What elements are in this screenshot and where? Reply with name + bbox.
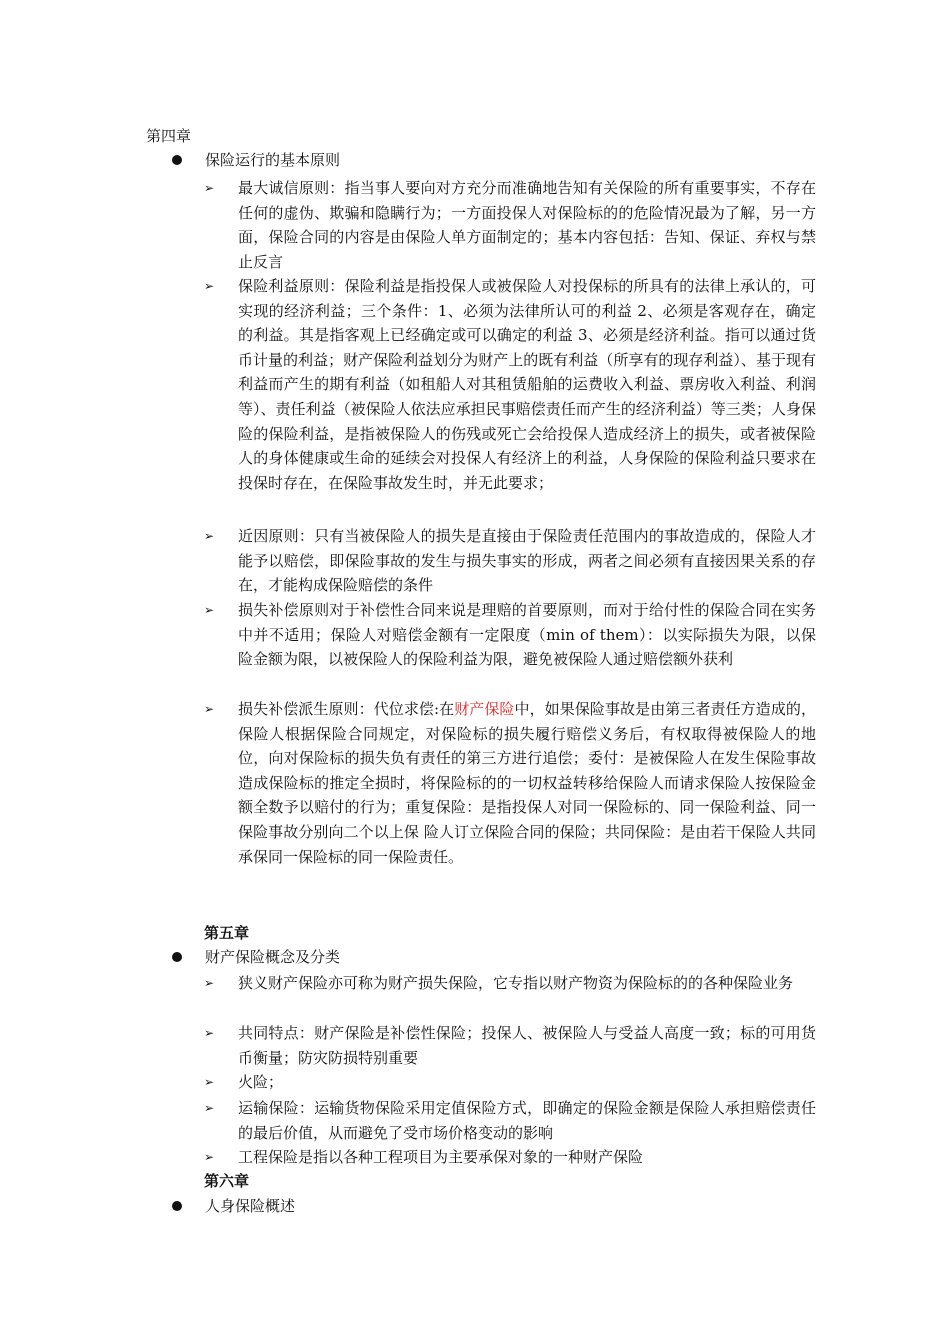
arrow-list-item [204,524,816,598]
arrow-list-item [204,176,816,274]
bullet-text: 人身保险概述 [205,1197,296,1215]
list-item-text [238,697,816,869]
arrow-list-item [204,598,816,672]
chapter-5-title: 第五章 [204,924,250,942]
list-item-text: 火险； [238,1073,284,1091]
highlighted-term: 财产保险 [454,700,515,718]
arrow-bullet-icon: ➢ [204,279,215,293]
bullet-dot-icon [172,155,182,165]
list-item-text: 近因原则：只有当被保险人的损失是直接由于保险责任范围内的事故造成的，保险人才能予以赔偿，即保险事故的发生与损失事实的形成，两者之间必须有直接因果关系的存在，才能构成保险赔偿的条件 [238,527,816,595]
list-item-text: 损失补偿原则对于补偿性合同来说是理赔的首要原则，而对于给付性的保险合同在实务中并不适用；保险人对赔偿金额有一定限度（min of them）：以实际损失为限，以保险金额为限，以被保险人的保险利益为限，避免被保险人通过赔偿额外获利 [238,601,816,669]
chapter-6-title: 第六章 [204,1172,250,1190]
list-item-text: 工程保险是指以各种工程项目为主要承保对象的一种财产保险 [238,1148,644,1166]
arrow-list-item [204,1096,816,1145]
arrow-list-item [204,274,816,495]
list-item-text: 共同特点：财产保险是补偿性保险；投保人、被保险人与受益人高度一致；标的可用货币衡量；防灾防损特别重要 [238,1024,816,1067]
list-item-text: 狭义财产保险亦可称为财产损失保险，它专指以财产物资为保险标的的各种保险业务 [238,974,794,992]
bullet-text: 财产保险概念及分类 [205,948,341,966]
list-item-text: 最大诚信原则：指当事人要向对方充分而准确地告知有关保险的所有重要事实，不存在任何的虚伪、欺骗和隐瞒行为；一方面投保人对保险标的的危险情况最为了解，另一方面，保险合同的内容是由保险人单方面制定的；基本内容包括：告知、保证、弃权与禁止反言 [238,179,816,271]
item-text-part: 损失补偿派生原则：代位求偿:在 [238,700,455,718]
arrow-list-item [204,971,816,996]
arrow-bullet-icon: ➢ [204,1101,215,1115]
arrow-bullet-icon: ➢ [204,1075,215,1089]
arrow-bullet-icon: ➢ [204,1150,215,1164]
chapter-4-title: 第四章 [146,127,192,145]
arrow-bullet-icon: ➢ [204,702,215,716]
arrow-bullet-icon: ➢ [204,603,215,617]
bullet-dot-icon [172,1201,182,1211]
arrow-bullet-icon: ➢ [204,976,215,990]
arrow-bullet-icon: ➢ [204,1026,215,1040]
arrow-list-item [204,1021,816,1070]
bullet-dot-icon [172,952,182,962]
arrow-bullet-icon: ➢ [204,181,215,195]
bullet-text: 保险运行的基本原则 [205,151,341,169]
list-item-text: 保险利益原则：保险利益是指投保人或被保险人对投保标的所具有的法律上承认的，可实现的经济利益；三个条件：1、必须为法律所认可的利益 2、必须是客观存在，确定的利益。其是指客观上已经确定或可以确定的利益 3、必须是经济利益。指可以通过货币计量的利益；财产保险利益划分为财产上的既有利益（所享有的现存利益）、基于现有利益而产生的期有利益（如租船人对其租赁船舶的运费收入利益、票房收入利益、利润等）、责任利益（被保险人依法应承担民事赔偿责任而产生的经济利益）等三类；人身保险的保险利益，是指被保险人的伤残或死亡会给投保人造成经济上的损失，或者被保险人的身体健康或生命的延续会对投保人有经济上的利益，人身保险的保险利益只要求在投保时存在，在保险事故发生时，并无此要求； [238,277,816,492]
item-text-part: 中，如果保险事故是由第三者责任方造成的，保险人根据保险合同规定，对保险标的损失履行赔偿义务后，有权取得被保险人的地位，向对保险标的损失负有责任的第三方进行追偿；委付：是被保险人在发生保险事故造成保险标的推定全损时，将保险标的的一切权益转移给保险人而请求保险人按保险金额全数予以赔付的行为；重复保险：是指投保人对同一保险标的、同一保险利益、同一保险事故分别向二个以上保 险人订立保险合同的保险；共同保险：是由若干保险人共同承保同一保险标的同一保险责任。 [238,700,816,866]
arrow-list-item [204,1145,816,1170]
list-item-text: 运输保险：运输货物保险采用定值保险方式，即确定的保险金额是保险人承担赔偿责任的最后价值，从而避免了受市场价格变动的影响 [238,1099,816,1142]
arrow-list-item [204,697,816,869]
arrow-bullet-icon: ➢ [204,529,215,543]
arrow-list-item [204,1070,816,1095]
